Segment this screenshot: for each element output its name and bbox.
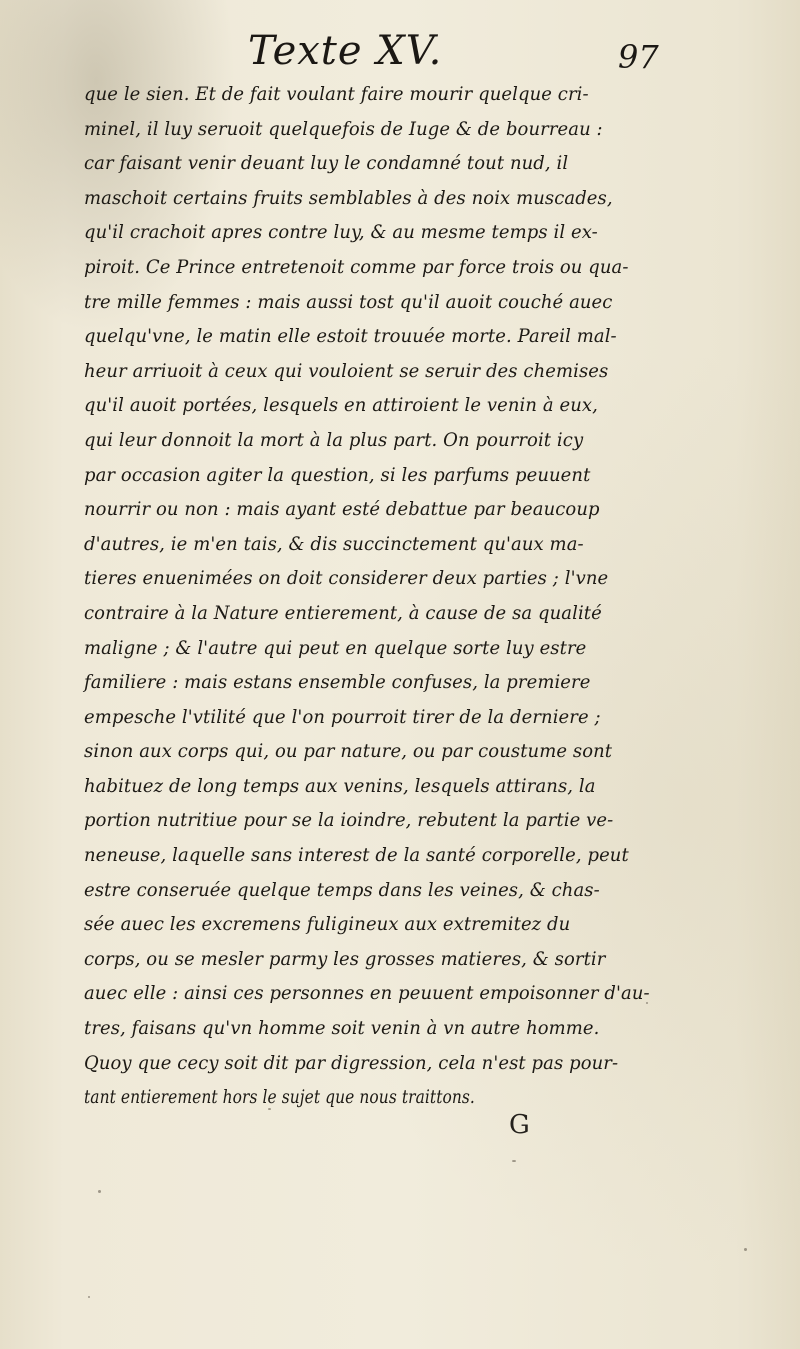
paper-speck (744, 1248, 747, 1251)
text-line: par occasion agiter la question, si les parfums peuuent (84, 464, 591, 486)
paper-speck (512, 1160, 516, 1162)
text-line: heur arriuoit à ceux qui vouloient se seruir des chemises (84, 360, 609, 382)
running-head-title: Texte XV. (248, 28, 443, 74)
text-line: habituez de long temps aux venins, lesquels attirans, la (84, 775, 596, 797)
text-line: tant entierement hors le sujet que nous traittons. (84, 1087, 475, 1109)
text-line: portion nutritiue pour se la ioindre, rebutent la partie ve- (84, 810, 614, 832)
text-line: maschoit certains fruits semblables à des noix muscades, (84, 187, 613, 209)
text-line: estre conseruée quelque temps dans les veines, & chas- (84, 879, 600, 901)
text-line: contraire à la Nature entierement, à cause de sa qualité (84, 602, 602, 624)
body-text (84, 78, 724, 1116)
text-line: nourrir ou non : mais ayant esté debattue par beaucoup (84, 499, 600, 521)
text-line: maligne ; & l'autre qui peut en quelque sorte luy estre (84, 637, 587, 659)
text-line: familiere : mais estans ensemble confuses, la premiere (84, 672, 591, 694)
paper-speck (88, 1296, 90, 1298)
text-line: tres, faisans qu'vn homme soit venin à vn autre homme. (84, 1018, 600, 1040)
text-line: que le sien. Et de fait voulant faire mourir quelque cri- (84, 84, 589, 105)
text-line: auec elle : ainsi ces personnes en peuuent empoisonner d'au- (84, 983, 650, 1005)
text-line: sinon aux corps qui, ou par nature, ou par coustume sont (84, 741, 613, 763)
text-line: minel, il luy seruoit quelquefois de Iuge & de bourreau : (84, 118, 603, 140)
text-line: tre mille femmes : mais aussi tost qu'il auoit couché auec (84, 291, 613, 313)
text-line: car faisant venir deuant luy le condamné tout nud, il (84, 153, 569, 175)
text-line: piroit. Ce Prince entretenoit comme par force trois ou qua- (84, 256, 629, 278)
signature-mark: G (509, 1110, 530, 1140)
text-line: empesche l'vtilité que l'on pourroit tirer de la derniere ; (84, 706, 601, 728)
text-line: sée auec les excremens fuligineux aux extremitez du (84, 914, 571, 936)
paper-speck (98, 1190, 101, 1193)
paper-speck (268, 1108, 271, 1110)
text-line: neneuse, laquelle sans interest de la santé corporelle, peut (84, 845, 629, 867)
text-line: qu'il crachoit apres contre luy, & au mesme temps il ex- (84, 222, 598, 244)
text-line: d'autres, ie m'en tais, & dis succinctement qu'aux ma- (84, 533, 584, 555)
text-line: qui leur donnoit la mort à la plus part. On pourroit icy (84, 429, 584, 451)
text-line: corps, ou se mesler parmy les grosses matieres, & sortir (84, 948, 606, 970)
text-line: quelqu'vne, le matin elle estoit trouuée morte. Pareil mal- (84, 326, 617, 348)
page-number: 97 (618, 38, 659, 76)
text-line: qu'il auoit portées, lesquels en attiroient le venin à eux, (84, 395, 598, 417)
paper-speck (646, 1002, 648, 1004)
text-line: Quoy que cecy soit dit par digression, cela n'est pas pour- (84, 1052, 619, 1074)
text-line: tieres enuenimées on doit considerer deux parties ; l'vne (84, 568, 609, 590)
